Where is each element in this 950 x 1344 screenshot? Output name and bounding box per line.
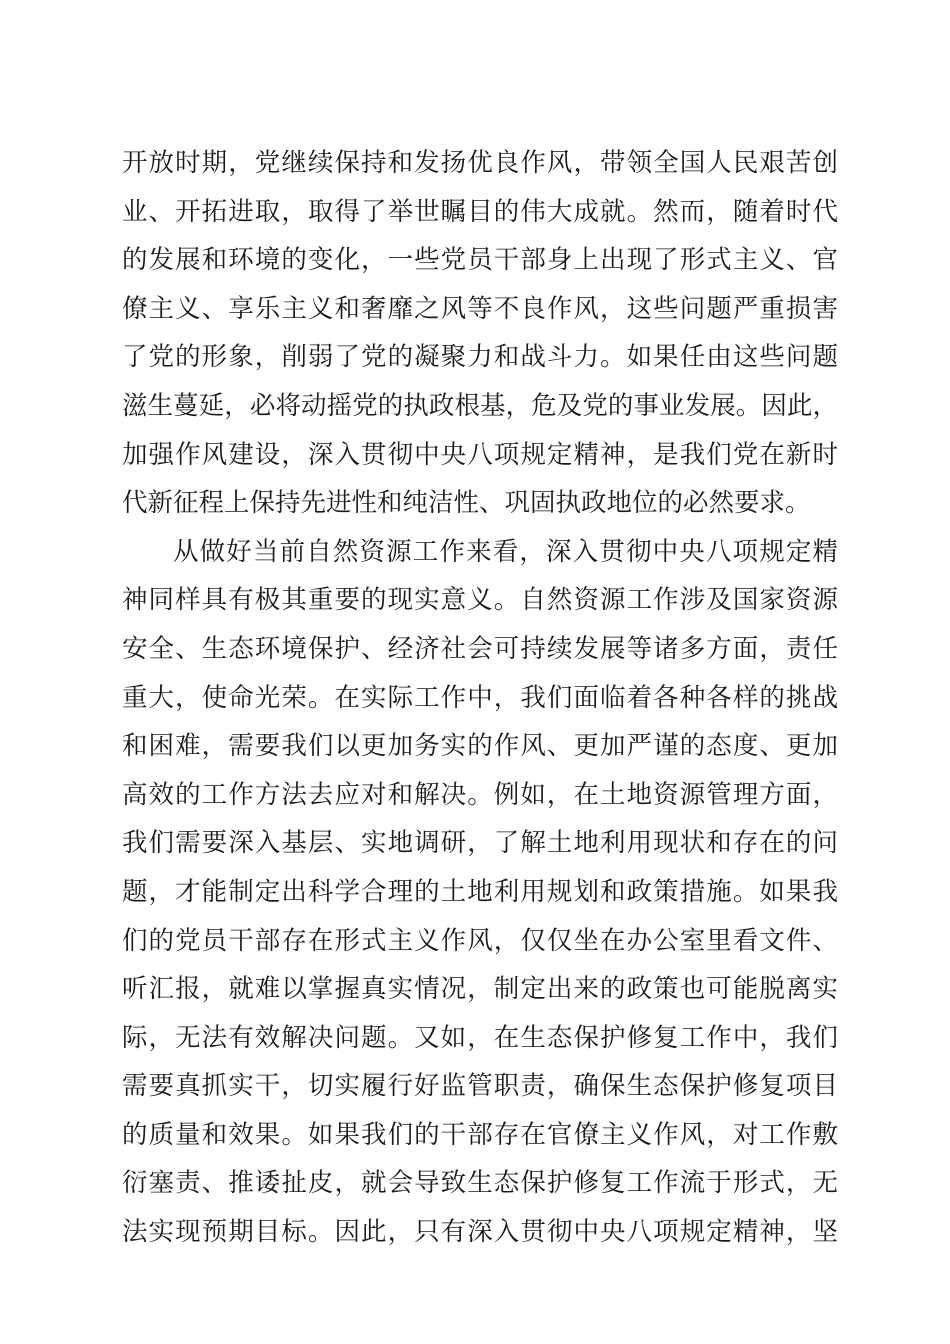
text-line: 滋生蔓延，必将动摇党的执政根基，危及党的事业发展。因此，: [122, 390, 838, 421]
text-line: 代新征程上保持先进性和纯洁性、巩固执政地位的必然要求。: [122, 488, 811, 519]
text-line: 需要真抓实干，切实履行好监管职责，确保生态保护修复项目: [122, 1071, 838, 1102]
text-line: 重大，使命光荣。在实际工作中，我们面临着各种各样的挑战: [122, 682, 838, 713]
text-line: 业、开拓进取，取得了举世瞩目的伟大成就。然而，随着时代: [122, 196, 838, 227]
text-line: 的质量和效果。如果我们的干部存在官僚主义作风，对工作敷: [122, 1119, 838, 1150]
text-line: 了党的形象，削弱了党的凝聚力和战斗力。如果任由这些问题: [122, 342, 838, 373]
text-line: 神同样具有极其重要的现实意义。自然资源工作涉及国家资源: [122, 585, 838, 616]
document-body: [122, 139, 838, 1257]
text-line: 的发展和环境的变化，一些党员干部身上出现了形式主义、官: [122, 245, 838, 276]
paragraph-2: [122, 528, 838, 1257]
text-line: 听汇报，就难以掌握真实情况，制定出来的政策也可能脱离实: [122, 974, 838, 1005]
text-line: 们的党员干部存在形式主义作风，仅仅坐在办公室里看文件、: [122, 925, 838, 956]
paragraph-1: [122, 139, 838, 528]
text-line: 和困难，需要我们以更加务实的作风、更加严谨的态度、更加: [122, 731, 838, 762]
text-line: 衍塞责、推诿扯皮，就会导致生态保护修复工作流于形式，无: [122, 1168, 838, 1199]
text-line: 开放时期，党继续保持和发扬优良作风，带领全国人民艰苦创: [122, 148, 838, 178]
text-line: 际，无法有效解决问题。又如，在生态保护修复工作中，我们: [122, 1022, 838, 1053]
text-line: 高效的工作方法去应对和解决。例如，在土地资源管理方面，: [122, 779, 838, 810]
text-line: 我们需要深入基层、实地调研，了解土地利用现状和存在的问: [122, 828, 838, 859]
text-line: 题，才能制定出科学合理的土地利用规划和政策措施。如果我: [122, 876, 838, 907]
text-line: 从做好当前自然资源工作来看，深入贯彻中央八项规定精: [173, 536, 838, 567]
text-line: 加强作风建设，深入贯彻中央八项规定精神，是我们党在新时: [122, 439, 838, 470]
text-line: 僚主义、享乐主义和奢靡之风等不良作风，这些问题严重损害: [122, 293, 838, 324]
text-line: 安全、生态环境保护、经济社会可持续发展等诸多方面，责任: [122, 633, 838, 664]
text-line: 法实现预期目标。因此，只有深入贯彻中央八项规定精神，坚: [122, 1217, 838, 1248]
